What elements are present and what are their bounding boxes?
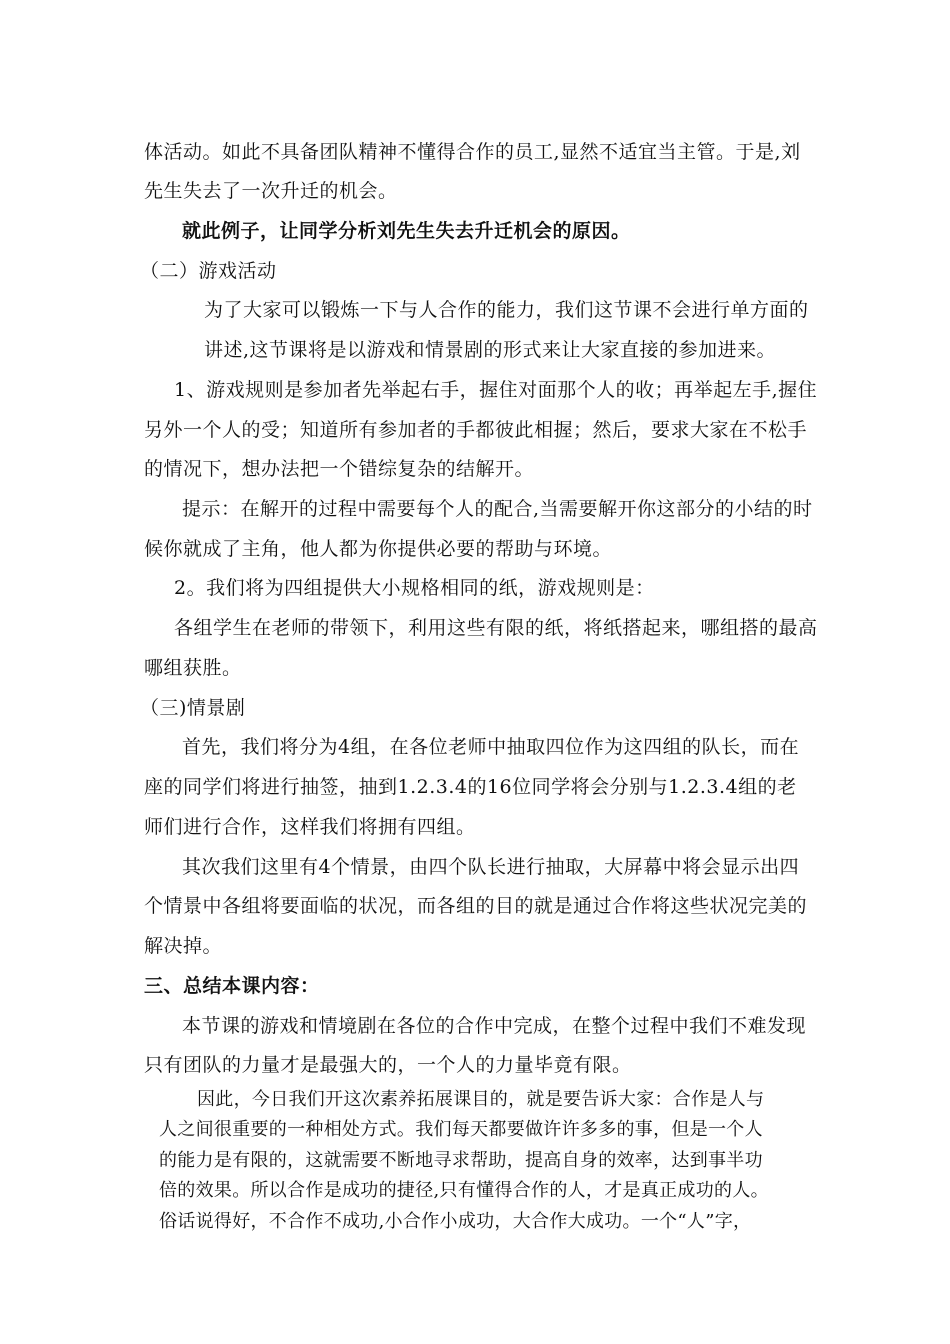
text-line: 体活动。如此不具备团队精神不懂得合作的员工,显然不适宜当主管。于是,刘 bbox=[144, 141, 801, 163]
text-line: 因此，今日我们开这次素养拓展课目的，就是要告诉大家：合作是人与 bbox=[197, 1089, 765, 1110]
section-heading: （三)情景剧 bbox=[140, 697, 246, 719]
text-line: 倍的效果。所以合作是成功的捷径,只有懂得合作的人，才是真正成功的人。 bbox=[159, 1180, 769, 1201]
text-line: 只有团队的力量才是最强大的，一个人的力量毕竟有限。 bbox=[144, 1054, 632, 1076]
text-line: 本节课的游戏和情境剧在各位的合作中完成，在整个过程中我们不难发现 bbox=[182, 1015, 807, 1037]
bold-prompt: 就此例子，让同学分析刘先生失去升迁机会的原因。 bbox=[182, 220, 631, 242]
text-line: 另外一个人的受；知道所有参加者的手都彼此相握；然后，要求大家在不松手 bbox=[144, 419, 808, 441]
text-line: 候你就成了主角，他人都为你提供必要的帮助与环境。 bbox=[144, 538, 613, 560]
text-line: 人之间很重要的一种相处方式。我们每天都要做许许多多的事，但是一个人 bbox=[159, 1119, 763, 1140]
summary-heading: 三、总结本课内容： bbox=[144, 975, 320, 997]
text-line: 首先，我们将分为4组，在各位老师中抽取四位作为这四组的队长，而在 bbox=[182, 736, 800, 758]
text-line: 各组学生在老师的带领下，利用这些有限的纸，将纸搭起来，哪组搭的最高 bbox=[174, 617, 818, 639]
text-line: 师们进行合作，这样我们将拥有四组。 bbox=[144, 816, 476, 838]
text-line: 哪组获胜。 bbox=[144, 657, 242, 679]
text-line: 的情况下，想办法把一个错综复杂的结解开。 bbox=[144, 458, 535, 480]
text-line: 个情景中各组将要面临的状况，而各组的目的就是通过合作将这些状况完美的 bbox=[144, 895, 808, 917]
text-line: 提示：在解开的过程中需要每个人的配合,当需要解开你这部分的小结的时 bbox=[182, 498, 813, 520]
text-line: 俗话说得好，不合作不成功,小合作小成功，大合作大成功。一个“人”字， bbox=[159, 1211, 752, 1232]
text-line: 的能力是有限的，这就需要不断地寻求帮助，提高自身的效率，达到事半功 bbox=[159, 1150, 763, 1171]
text-line: 其次我们这里有4个情景，由四个队长进行抽取，大屏幕中将会显示出四 bbox=[182, 856, 800, 878]
text-line: 解决掉。 bbox=[144, 935, 223, 957]
section-heading: （二）游戏活动 bbox=[140, 260, 277, 282]
text-line: 讲述,这节课将是以游戏和情景剧的形式来让大家直接的参加进来。 bbox=[204, 339, 777, 361]
text-line: 为了大家可以锻炼一下与人合作的能力，我们这节课不会进行单方面的 bbox=[204, 299, 809, 321]
text-line: 座的同学们将进行抽签，抽到1.2.3.4的16位同学将会分别与1.2.3.4组的老 bbox=[144, 776, 797, 798]
text-line: 先生失去了一次升迁的机会。 bbox=[144, 180, 398, 202]
list-item: 1、游戏规则是参加者先举起右手，握住对面那个人的收；再举起左手,握住 bbox=[174, 379, 818, 401]
list-item: 2。我们将为四组提供大小规格相同的纸，游戏规则是： bbox=[174, 577, 655, 599]
